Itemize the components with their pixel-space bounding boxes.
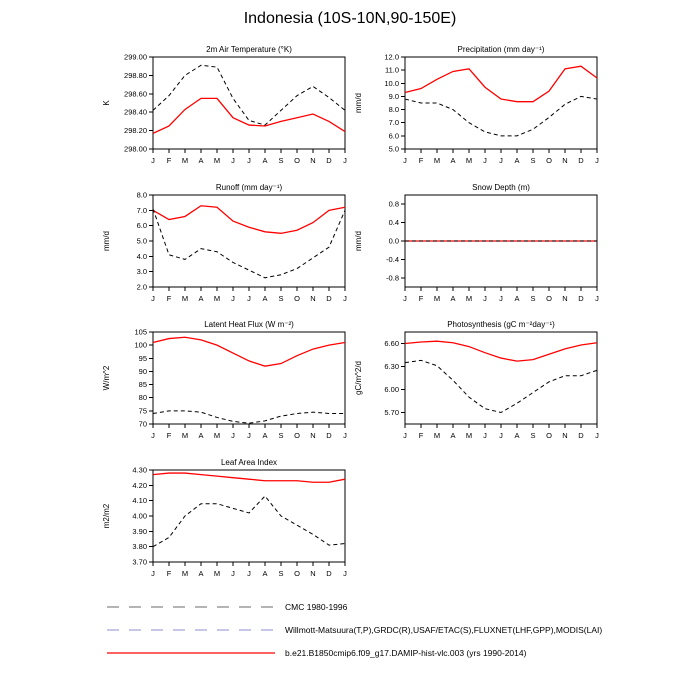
svg-text:S: S xyxy=(530,156,536,165)
svg-text:12.0: 12.0 xyxy=(384,52,399,62)
svg-text:M: M xyxy=(465,431,473,440)
legend-label-obs-datasets: Willmott-Matsuura(T,P),GRDC(R),USAF/ETAC(S),FLUXNET(LHF,GPP),MODIS(LAI) xyxy=(285,625,603,635)
svg-text:4.20: 4.20 xyxy=(132,480,147,490)
svg-text:2m Air Temperature (°K): 2m Air Temperature (°K) xyxy=(206,45,292,54)
svg-text:10.0: 10.0 xyxy=(384,78,399,88)
svg-text:Leaf Area Index: Leaf Area Index xyxy=(220,458,278,467)
svg-text:J: J xyxy=(595,294,599,303)
svg-text:D: D xyxy=(326,294,332,303)
svg-text:O: O xyxy=(294,569,300,578)
svg-text:7.0: 7.0 xyxy=(388,118,399,128)
svg-text:J: J xyxy=(343,294,347,303)
svg-text:95: 95 xyxy=(138,353,147,363)
svg-text:A: A xyxy=(198,156,204,165)
svg-text:J: J xyxy=(247,431,251,440)
svg-text:D: D xyxy=(578,294,584,303)
series-line-observations xyxy=(405,96,597,135)
svg-text:4.10: 4.10 xyxy=(132,496,147,506)
svg-text:M: M xyxy=(213,431,221,440)
svg-text:N: N xyxy=(310,569,316,578)
subplot-latent-heat-flux xyxy=(95,318,367,446)
svg-text:6.30: 6.30 xyxy=(384,362,399,371)
svg-text:4.30: 4.30 xyxy=(132,465,147,475)
svg-text:5.0: 5.0 xyxy=(136,236,147,246)
svg-text:0.4: 0.4 xyxy=(388,218,399,228)
svg-text:O: O xyxy=(294,156,300,165)
svg-text:S: S xyxy=(530,294,536,303)
series-line-model xyxy=(405,341,597,361)
svg-text:F: F xyxy=(166,431,172,440)
subplot-runoff xyxy=(95,181,367,309)
svg-text:8.0: 8.0 xyxy=(388,105,399,115)
svg-text:J: J xyxy=(483,431,487,440)
svg-text:A: A xyxy=(514,431,520,440)
svg-text:J: J xyxy=(151,569,155,578)
svg-text:mm/d: mm/d xyxy=(354,93,363,113)
svg-text:J: J xyxy=(343,431,347,440)
svg-text:M: M xyxy=(181,431,189,440)
svg-text:M: M xyxy=(465,156,473,165)
series-line-observations xyxy=(153,496,345,547)
svg-text:J: J xyxy=(483,294,487,303)
svg-text:3.70: 3.70 xyxy=(132,557,147,567)
series-line-model xyxy=(153,98,345,133)
svg-text:M: M xyxy=(213,569,221,578)
svg-text:A: A xyxy=(450,431,456,440)
svg-text:M: M xyxy=(465,294,473,303)
subplot-leaf-area-index xyxy=(95,456,367,584)
svg-text:S: S xyxy=(278,294,284,303)
svg-text:J: J xyxy=(483,156,487,165)
svg-text:M: M xyxy=(213,294,221,303)
svg-text:mm/d: mm/d xyxy=(102,231,111,251)
svg-text:D: D xyxy=(578,431,584,440)
svg-text:J: J xyxy=(595,156,599,165)
svg-text:J: J xyxy=(247,569,251,578)
svg-text:S: S xyxy=(278,431,284,440)
svg-text:D: D xyxy=(326,156,332,165)
series-line-model xyxy=(405,66,597,101)
svg-text:6.0: 6.0 xyxy=(388,131,399,141)
svg-text:M: M xyxy=(433,294,441,303)
svg-text:9.0: 9.0 xyxy=(388,91,399,101)
svg-text:A: A xyxy=(262,156,268,165)
svg-text:11.0: 11.0 xyxy=(384,65,399,75)
svg-text:O: O xyxy=(546,294,552,303)
svg-text:O: O xyxy=(294,294,300,303)
svg-text:7.0: 7.0 xyxy=(136,205,147,215)
svg-text:A: A xyxy=(198,294,204,303)
svg-text:3.90: 3.90 xyxy=(132,526,147,536)
svg-text:J: J xyxy=(403,294,407,303)
svg-text:-0.8: -0.8 xyxy=(386,273,399,283)
svg-text:J: J xyxy=(231,569,235,578)
svg-text:m2/m2: m2/m2 xyxy=(102,503,111,529)
legend-label-cmc: CMC 1980-1996 xyxy=(285,602,348,612)
svg-text:mm/d: mm/d xyxy=(354,231,363,251)
svg-text:M: M xyxy=(181,156,189,165)
svg-text:J: J xyxy=(151,431,155,440)
svg-text:F: F xyxy=(418,156,424,165)
legend-item-model-run xyxy=(105,645,526,661)
svg-text:J: J xyxy=(499,156,503,165)
svg-text:F: F xyxy=(166,156,172,165)
svg-text:A: A xyxy=(450,294,456,303)
subplot-photosynthesis xyxy=(347,318,619,446)
svg-text:F: F xyxy=(166,569,172,578)
svg-text:Snow Depth (m): Snow Depth (m) xyxy=(472,183,530,192)
svg-text:J: J xyxy=(403,156,407,165)
svg-text:105: 105 xyxy=(134,327,147,337)
series-line-model xyxy=(153,337,345,366)
legend-line-dashed-gray-icon xyxy=(105,602,277,612)
svg-text:J: J xyxy=(151,294,155,303)
svg-text:100: 100 xyxy=(134,340,147,350)
svg-text:J: J xyxy=(595,431,599,440)
svg-text:J: J xyxy=(231,431,235,440)
svg-text:A: A xyxy=(262,294,268,303)
svg-text:4.0: 4.0 xyxy=(136,251,147,261)
chart-svg xyxy=(347,318,619,446)
chart-svg xyxy=(347,181,619,309)
svg-text:D: D xyxy=(326,569,332,578)
svg-text:85: 85 xyxy=(138,380,147,390)
svg-text:J: J xyxy=(499,431,503,440)
svg-text:6.00: 6.00 xyxy=(384,385,399,394)
svg-text:J: J xyxy=(499,294,503,303)
legend-item-obs-datasets xyxy=(105,622,602,638)
svg-text:M: M xyxy=(181,569,189,578)
svg-text:gC/m^2/d: gC/m^2/d xyxy=(354,361,363,395)
chart-svg xyxy=(347,43,619,171)
subplot-2m-air-temperature xyxy=(95,43,367,171)
svg-text:N: N xyxy=(562,431,568,440)
svg-text:8.0: 8.0 xyxy=(136,190,147,200)
series-line-observations xyxy=(153,209,345,278)
svg-text:298.40: 298.40 xyxy=(124,107,147,117)
svg-text:S: S xyxy=(278,569,284,578)
svg-text:J: J xyxy=(247,156,251,165)
svg-text:5.70: 5.70 xyxy=(384,408,399,417)
svg-text:J: J xyxy=(403,431,407,440)
svg-text:90: 90 xyxy=(138,366,147,376)
svg-text:F: F xyxy=(166,294,172,303)
svg-text:M: M xyxy=(213,156,221,165)
svg-text:Precipitation (mm day⁻¹): Precipitation (mm day⁻¹) xyxy=(457,45,545,54)
svg-text:W/m^2: W/m^2 xyxy=(102,365,111,391)
svg-text:A: A xyxy=(262,431,268,440)
legend-line-solid-red-icon xyxy=(105,648,277,658)
chart-svg xyxy=(95,318,367,446)
chart-svg xyxy=(95,181,367,309)
svg-text:N: N xyxy=(562,156,568,165)
figure-title: Indonesia (10S-10N,90-150E) xyxy=(243,10,457,27)
legend-label-model-run: b.e21.B1850cmip6.f09_g17.DAMIP-hist-vlc.003 (yrs 1990-2014) xyxy=(285,648,527,658)
svg-text:A: A xyxy=(198,431,204,440)
chart-svg xyxy=(95,43,367,171)
svg-text:70: 70 xyxy=(138,419,147,429)
svg-text:J: J xyxy=(231,156,235,165)
svg-text:Runoff (mm day⁻¹): Runoff (mm day⁻¹) xyxy=(215,183,283,192)
svg-text:K: K xyxy=(102,100,111,106)
svg-text:J: J xyxy=(343,156,347,165)
svg-text:A: A xyxy=(262,569,268,578)
svg-text:J: J xyxy=(151,156,155,165)
svg-text:5.0: 5.0 xyxy=(388,144,399,154)
svg-text:S: S xyxy=(530,431,536,440)
svg-text:M: M xyxy=(433,156,441,165)
svg-text:A: A xyxy=(514,294,520,303)
svg-text:O: O xyxy=(294,431,300,440)
svg-text:J: J xyxy=(247,294,251,303)
legend-line-dashed-periwinkle-icon xyxy=(105,625,277,635)
svg-text:M: M xyxy=(181,294,189,303)
svg-text:3.0: 3.0 xyxy=(136,267,147,277)
svg-text:298.00: 298.00 xyxy=(124,144,147,154)
chart-svg xyxy=(95,456,367,584)
svg-text:A: A xyxy=(198,569,204,578)
series-line-model xyxy=(153,206,345,234)
svg-text:O: O xyxy=(546,431,552,440)
svg-text:0.8: 0.8 xyxy=(388,199,399,209)
svg-text:4.00: 4.00 xyxy=(132,511,147,521)
series-line-model xyxy=(153,473,345,482)
svg-text:J: J xyxy=(231,294,235,303)
series-line-observations xyxy=(153,411,345,423)
svg-text:N: N xyxy=(310,156,316,165)
svg-text:D: D xyxy=(578,156,584,165)
svg-text:Latent Heat Flux (W m⁻²): Latent Heat Flux (W m⁻²) xyxy=(204,320,294,329)
svg-text:A: A xyxy=(450,156,456,165)
svg-text:Photosynthesis (gC m⁻²day⁻¹): Photosynthesis (gC m⁻²day⁻¹) xyxy=(447,320,555,329)
svg-text:J: J xyxy=(343,569,347,578)
svg-text:75: 75 xyxy=(138,406,147,416)
svg-text:298.80: 298.80 xyxy=(124,70,147,80)
svg-text:0.0: 0.0 xyxy=(388,236,399,246)
svg-text:M: M xyxy=(433,431,441,440)
svg-text:N: N xyxy=(310,431,316,440)
svg-text:80: 80 xyxy=(138,393,147,403)
svg-text:F: F xyxy=(418,431,424,440)
svg-text:-0.4: -0.4 xyxy=(386,254,399,264)
svg-text:6.60: 6.60 xyxy=(384,339,399,348)
legend-item-cmc xyxy=(105,599,347,615)
svg-text:N: N xyxy=(310,294,316,303)
subplot-snow-depth xyxy=(347,181,619,309)
series-line-observations xyxy=(405,360,597,412)
svg-text:S: S xyxy=(278,156,284,165)
svg-text:298.60: 298.60 xyxy=(124,89,147,99)
svg-text:298.20: 298.20 xyxy=(124,126,147,136)
svg-text:O: O xyxy=(546,156,552,165)
svg-text:D: D xyxy=(326,431,332,440)
svg-text:6.0: 6.0 xyxy=(136,221,147,231)
svg-text:F: F xyxy=(418,294,424,303)
svg-text:3.80: 3.80 xyxy=(132,542,147,552)
svg-text:2.0: 2.0 xyxy=(136,282,147,292)
subplot-precipitation xyxy=(347,43,619,171)
svg-text:N: N xyxy=(562,294,568,303)
svg-text:299.00: 299.00 xyxy=(124,52,147,62)
svg-text:A: A xyxy=(514,156,520,165)
